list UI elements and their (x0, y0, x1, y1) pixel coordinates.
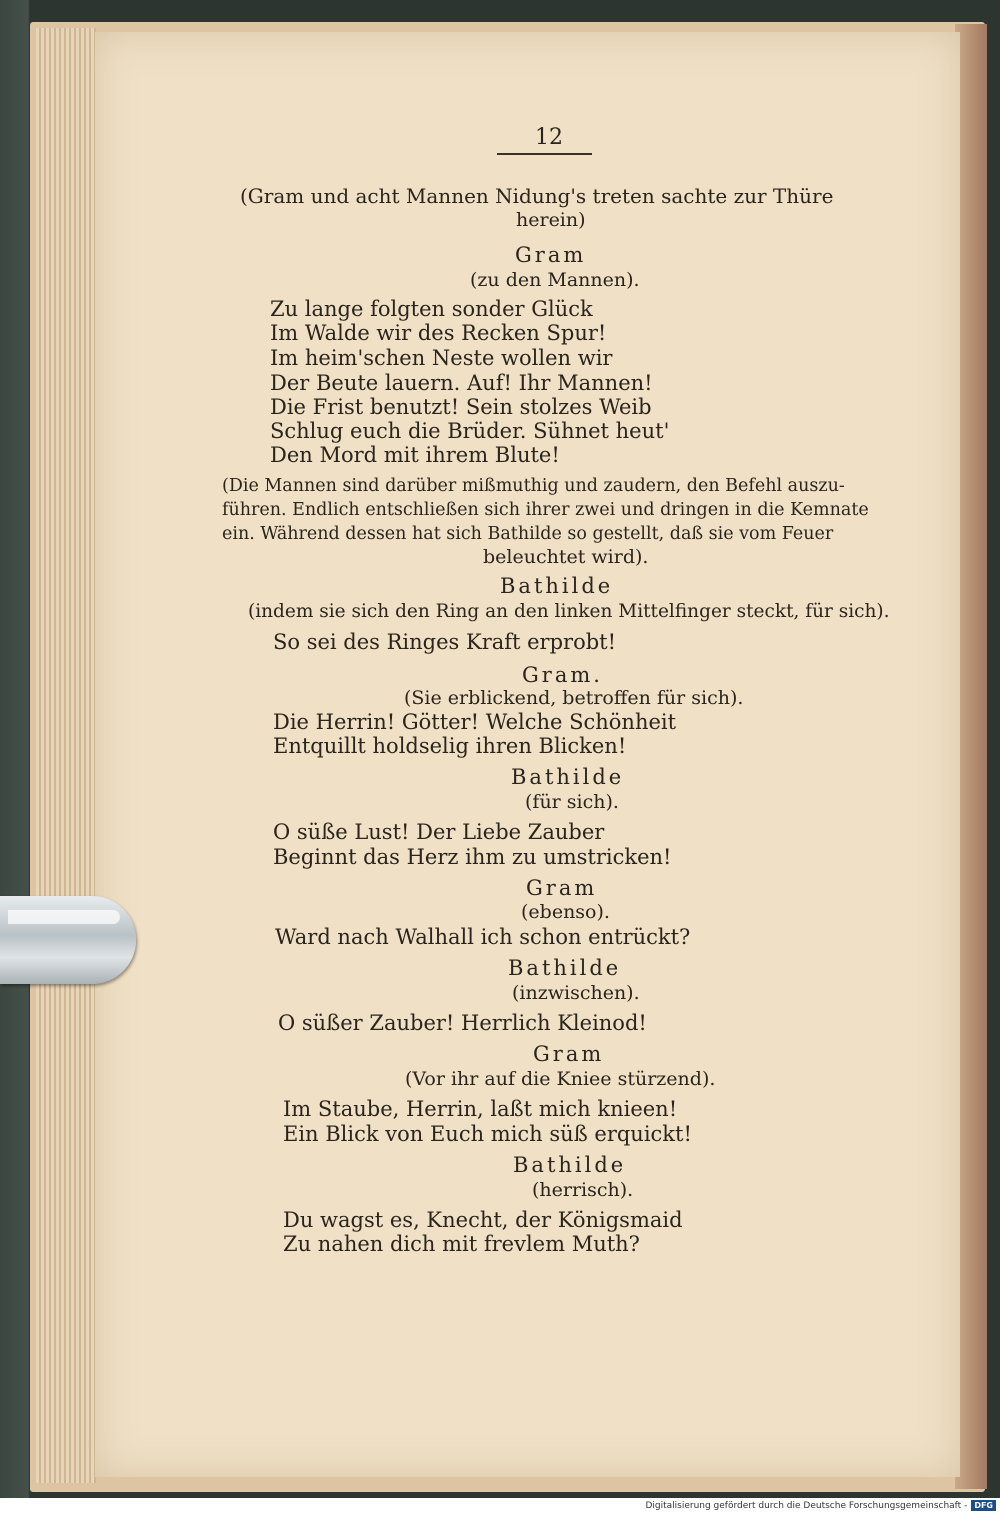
verse-line: Ward nach Walhall ich schon entrückt? (275, 925, 691, 949)
speaker-name: Gram (533, 1042, 605, 1066)
verse-line: Entquillt holdselig ihren Blicken! (273, 734, 627, 758)
verse-line: Schlug euch die Brüder. Sühnet heut' (270, 419, 670, 443)
verse-line: Die Frist benutzt! Sein stolzes Weib (270, 395, 652, 419)
verse-line: Du wagst es, Knecht, der Königsmaid (283, 1208, 683, 1232)
footer-credit: Digitalisierung gefördert durch die Deutsche Forschungsgemeinschaft - (645, 1500, 968, 1511)
speaker-name: Bathilde (513, 1153, 627, 1177)
stage-direction: (für sich). (525, 791, 619, 813)
stage-direction: (Gram und acht Mannen Nidung's treten sachte zur Thüre (240, 184, 834, 208)
speaker-name: Gram (515, 243, 587, 267)
stage-direction: beleuchtet wird). (483, 546, 649, 568)
stage-direction: (inzwischen). (512, 982, 640, 1004)
verse-line: Der Beute lauern. Auf! Ihr Mannen! (270, 371, 653, 395)
stage-direction: (Vor ihr auf die Kniee stürzend). (405, 1068, 716, 1090)
verse-line: Die Herrin! Götter! Welche Schönheit (273, 710, 677, 734)
verse-line: Zu nahen dich mit frevlem Muth? (283, 1232, 640, 1256)
stage-direction: (indem sie sich den Ring an den linken Mittelfinger steckt, für sich). (248, 601, 890, 622)
stage-direction: (herrisch). (532, 1179, 634, 1201)
stage-direction: (zu den Mannen). (470, 269, 640, 291)
page-number-rule (497, 153, 592, 155)
verse-line: Zu lange folgten sonder Glück (270, 297, 593, 321)
verse-line: Im Staube, Herrin, laßt mich knieen! (283, 1097, 678, 1121)
stage-direction: führen. Endlich entschließen sich ihrer zwei und dringen in die Kemnate (222, 500, 869, 520)
speaker-name: Bathilde (511, 765, 625, 789)
verse-line: O süße Lust! Der Liebe Zauber (273, 820, 605, 844)
speaker-name: Gram (526, 876, 598, 900)
stage-direction: ein. Während dessen hat sich Bathilde so gestellt, daß sie vom Feuer (222, 524, 834, 544)
stage-direction: (Die Mannen sind darüber mißmuthig und zaudern, den Befehl auszu- (222, 476, 845, 496)
page-number: 12 (535, 125, 563, 150)
speaker-name: Gram. (522, 663, 603, 687)
verse-line: Im Walde wir des Recken Spur! (270, 321, 607, 345)
verse-line: Beginnt das Herz ihm zu umstricken! (273, 845, 672, 869)
speaker-name: Bathilde (500, 574, 614, 598)
digitization-footer (0, 1498, 1000, 1513)
verse-line: O süßer Zauber! Herrlich Kleinod! (278, 1011, 647, 1035)
stage-direction: (ebenso). (521, 901, 610, 923)
verse-line: Ein Blick von Euch mich süß erquickt! (283, 1122, 692, 1146)
verse-line: Den Mord mit ihrem Blute! (270, 443, 560, 467)
clip-highlight (8, 910, 120, 924)
speaker-name: Bathilde (508, 956, 622, 980)
stage-direction: herein) (516, 209, 586, 231)
page-edges (36, 28, 96, 1483)
verse-line: So sei des Ringes Kraft erprobt! (273, 630, 617, 654)
stage-direction: (Sie erblickend, betroffen für sich). (404, 687, 744, 709)
metal-clip (0, 896, 136, 984)
dfg-logo: DFG (971, 1500, 996, 1511)
verse-line: Im heim'schen Neste wollen wir (270, 346, 613, 370)
